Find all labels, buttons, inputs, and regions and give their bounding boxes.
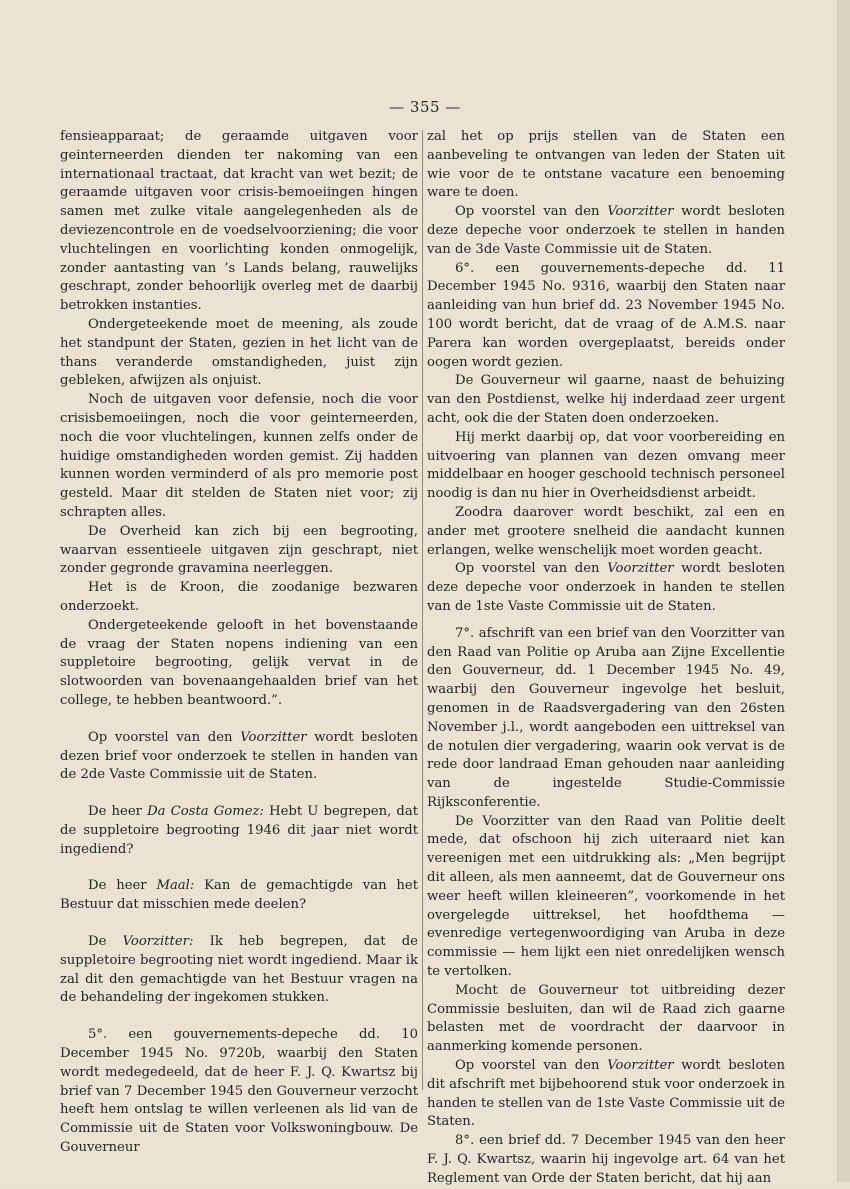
paragraph: Op voorstel van den Voorzitter wordt besloten dezen brief voor onderzoek te stellen in handen van de 2de Vaste Commissie uit de Staten. xyxy=(60,729,418,783)
paragraph: Op voorstel van den Voorzitter wordt besloten deze depeche voor onderzoek in handen te stellen van de 1ste Vaste Commissie uit de Staten. xyxy=(427,561,785,614)
page-number: — 355 — xyxy=(389,98,461,116)
paragraph: Op voorstel van den Voorzitter wordt besloten dit afschrift met bijbehoorend stuk voor onderzoek in handen te stellen van de 1ste Vaste Commissie uit de Staten. xyxy=(427,1058,785,1130)
paragraph: Zoodra daarover wordt beschikt, zal een en ander met grootere snelheid die aandacht kunnen erlangen, welke wenschelijk moet worden geacht. xyxy=(427,504,785,558)
paragraph: 5°. een gouvernements-depeche dd. 10 December 1945 No. 9720b, waarbij den Staten wordt medegedeeld, dat de heer F. J. Q. Kwartsz bij brief van 7 December 1945 den Gouverneur verzocht heeft hem ontslag te willen verleenen als lid van de Commissie uit de Staten voor Volkswoningbouw. De Gouverneur xyxy=(60,1027,418,1156)
page-edge xyxy=(837,0,850,1182)
paragraph: De Voorzitter van den Raad van Politie deelt mede, dat ofschoon hij zich uiteraard niet kan vereenigen met een uitdrukking als: „Men begrijpt dit alleen, als men aanneemt, dat de Gouverneur ons weer heeft willen kleineeren”, voorkomende in het overgelegde uittreksel, het hoofdthema — evenredige vertegenwoordiging van Aruba in deze commissie — hem lijkt een niet onredelijken wensch te vertolken. xyxy=(427,813,785,980)
paragraph: Hij merkt daarbij op, dat voor voorbereiding en uitvoering van plannen van dezen omvang meer middelbaar en hooger geschoold technisch personeel noodig is dan nu hier in Overheidsdienst arbeidt. xyxy=(427,429,785,502)
left-column xyxy=(60,128,418,1158)
paragraph: zal het op prijs stellen van de Staten een aanbeveling te ontvangen van leden der Staten uit wie voor de te ontstane vacature een benoeming ware te doen. xyxy=(427,129,785,201)
speaker-paragraph: De heer Da Costa Gomez: Hebt U begrepen, dat de suppletoire begrooting 1946 dit jaar niet wordt ingediend? xyxy=(60,804,419,857)
paragraph: 7°. afschrift van een brief van den Voorzitter van den Raad van Politie op Aruba aan Zijne Excellentie den Gouverneur, dd. 1 December 1945 No. 49, waarbij den Gouverneur ingevolge het besluit, genomen in de Raadsvergadering van den 26sten November j.l., wordt aangeboden een uittreksel van de notulen dier vergadering, waarin ook vervat is de rede door landraad Eman gehouden naar aanleiding van de ingestelde Studie-Commissie Rijksconferentie. xyxy=(427,625,785,810)
paragraph: 6°. een gouvernements-depeche dd. 11 December 1945 No. 9316, waarbij den Staten naar aanleiding van hun brief dd. 23 November 1945 No. 100 wordt bericht, dat de vraag of de A.M.S. naar Parera kan worden overgeplaatst, bereids onder oogen wordt gezien. xyxy=(427,260,785,370)
paragraph: Mocht de Gouverneur tot uitbreiding dezer Commissie besluiten, dan wil de Raad zich gaarne belasten met de voordracht der daarvoor in aanmerking komende personen. xyxy=(427,982,785,1055)
paragraph: 8°. een brief dd. 7 December 1945 van den heer F. J. Q. Kwartsz, waarin hij ingevolge art. 64 van het Reglement van Orde der Staten bericht, dat hij aan xyxy=(427,1133,785,1186)
speaker-paragraph: De Voorzitter: Ik heb begrepen, dat de suppletoire begrooting niet wordt ingediend. Maar ik zal dit den gemachtigde van het Bestuur vragen na de behandeling der ingekomen stukken. xyxy=(60,934,418,1006)
paragraph: De Overheid kan zich bij een begrooting, waarvan essentieele uitgaven zijn geschrapt, niet zonder gegronde gravamina neerleggen. xyxy=(60,523,418,577)
paragraph: Ondergeteekende moet de meening, als zoude het standpunt der Staten, gezien in het licht van de thans veranderde omstandigheden, juist zijn gebleken, afwijzen als onjuist. xyxy=(60,316,418,389)
paragraph: Het is de Kroon, die zoodanige bezwaren onderzoekt. xyxy=(60,580,418,614)
paragraph: Ondergeteekende gelooft in het bovenstaande de vraag der Staten nopens indiening van een suppletoire begrooting, gelijk vervat in de slotwoorden van bovenaangehaalden brief van het college, te hebben beantwoord.”. xyxy=(60,617,418,708)
paragraph: De Gouverneur wil gaarne, naast de behuizing van den Postdienst, welke hij inderdaad zeer urgent acht, ook die der Staten doen onderzoeken. xyxy=(427,373,785,426)
paragraph: fensieapparaat; de geraamde uitgaven voor geinterneerden dienden ter nakoming van een internationaal tractaat, dat kracht van wet bezit; de geraamde uitgaven voor crisis-bemoeiingen hingen samen met zulke vitale aangelegenheden als de deviezencontrole en de voedselvoorziening; die voor vluchtelingen en voorlichting konden onmogelijk, zonder aantasting van ’s Lands belang, rauwelijks geschrapt, zonder behoorlijk overleg met de daarbij betrokken instanties. xyxy=(60,129,418,314)
paragraph: Op voorstel van den Voorzitter wordt besloten deze depeche voor onderzoek te stellen in handen van de 3de Vaste Commissie uit de Staten. xyxy=(427,204,785,257)
right-column xyxy=(427,128,785,1189)
speaker-paragraph: De heer Maal: Kan de gemachtigde van het Bestuur dat misschien mede deelen? xyxy=(60,878,419,913)
column-divider xyxy=(422,130,423,1090)
paragraph: Noch de uitgaven voor defensie, noch die voor crisisbemoeiingen, noch die voor geinterneerden, noch die voor vluchtelingen, kunnen zelfs onder de huidige omstandigheden worden gemist. Zij hadden kunnen worden verminderd of als pro memorie post gesteld. Maar dit stelden de Staten niet voor; zij schrapten alles. xyxy=(60,392,418,520)
